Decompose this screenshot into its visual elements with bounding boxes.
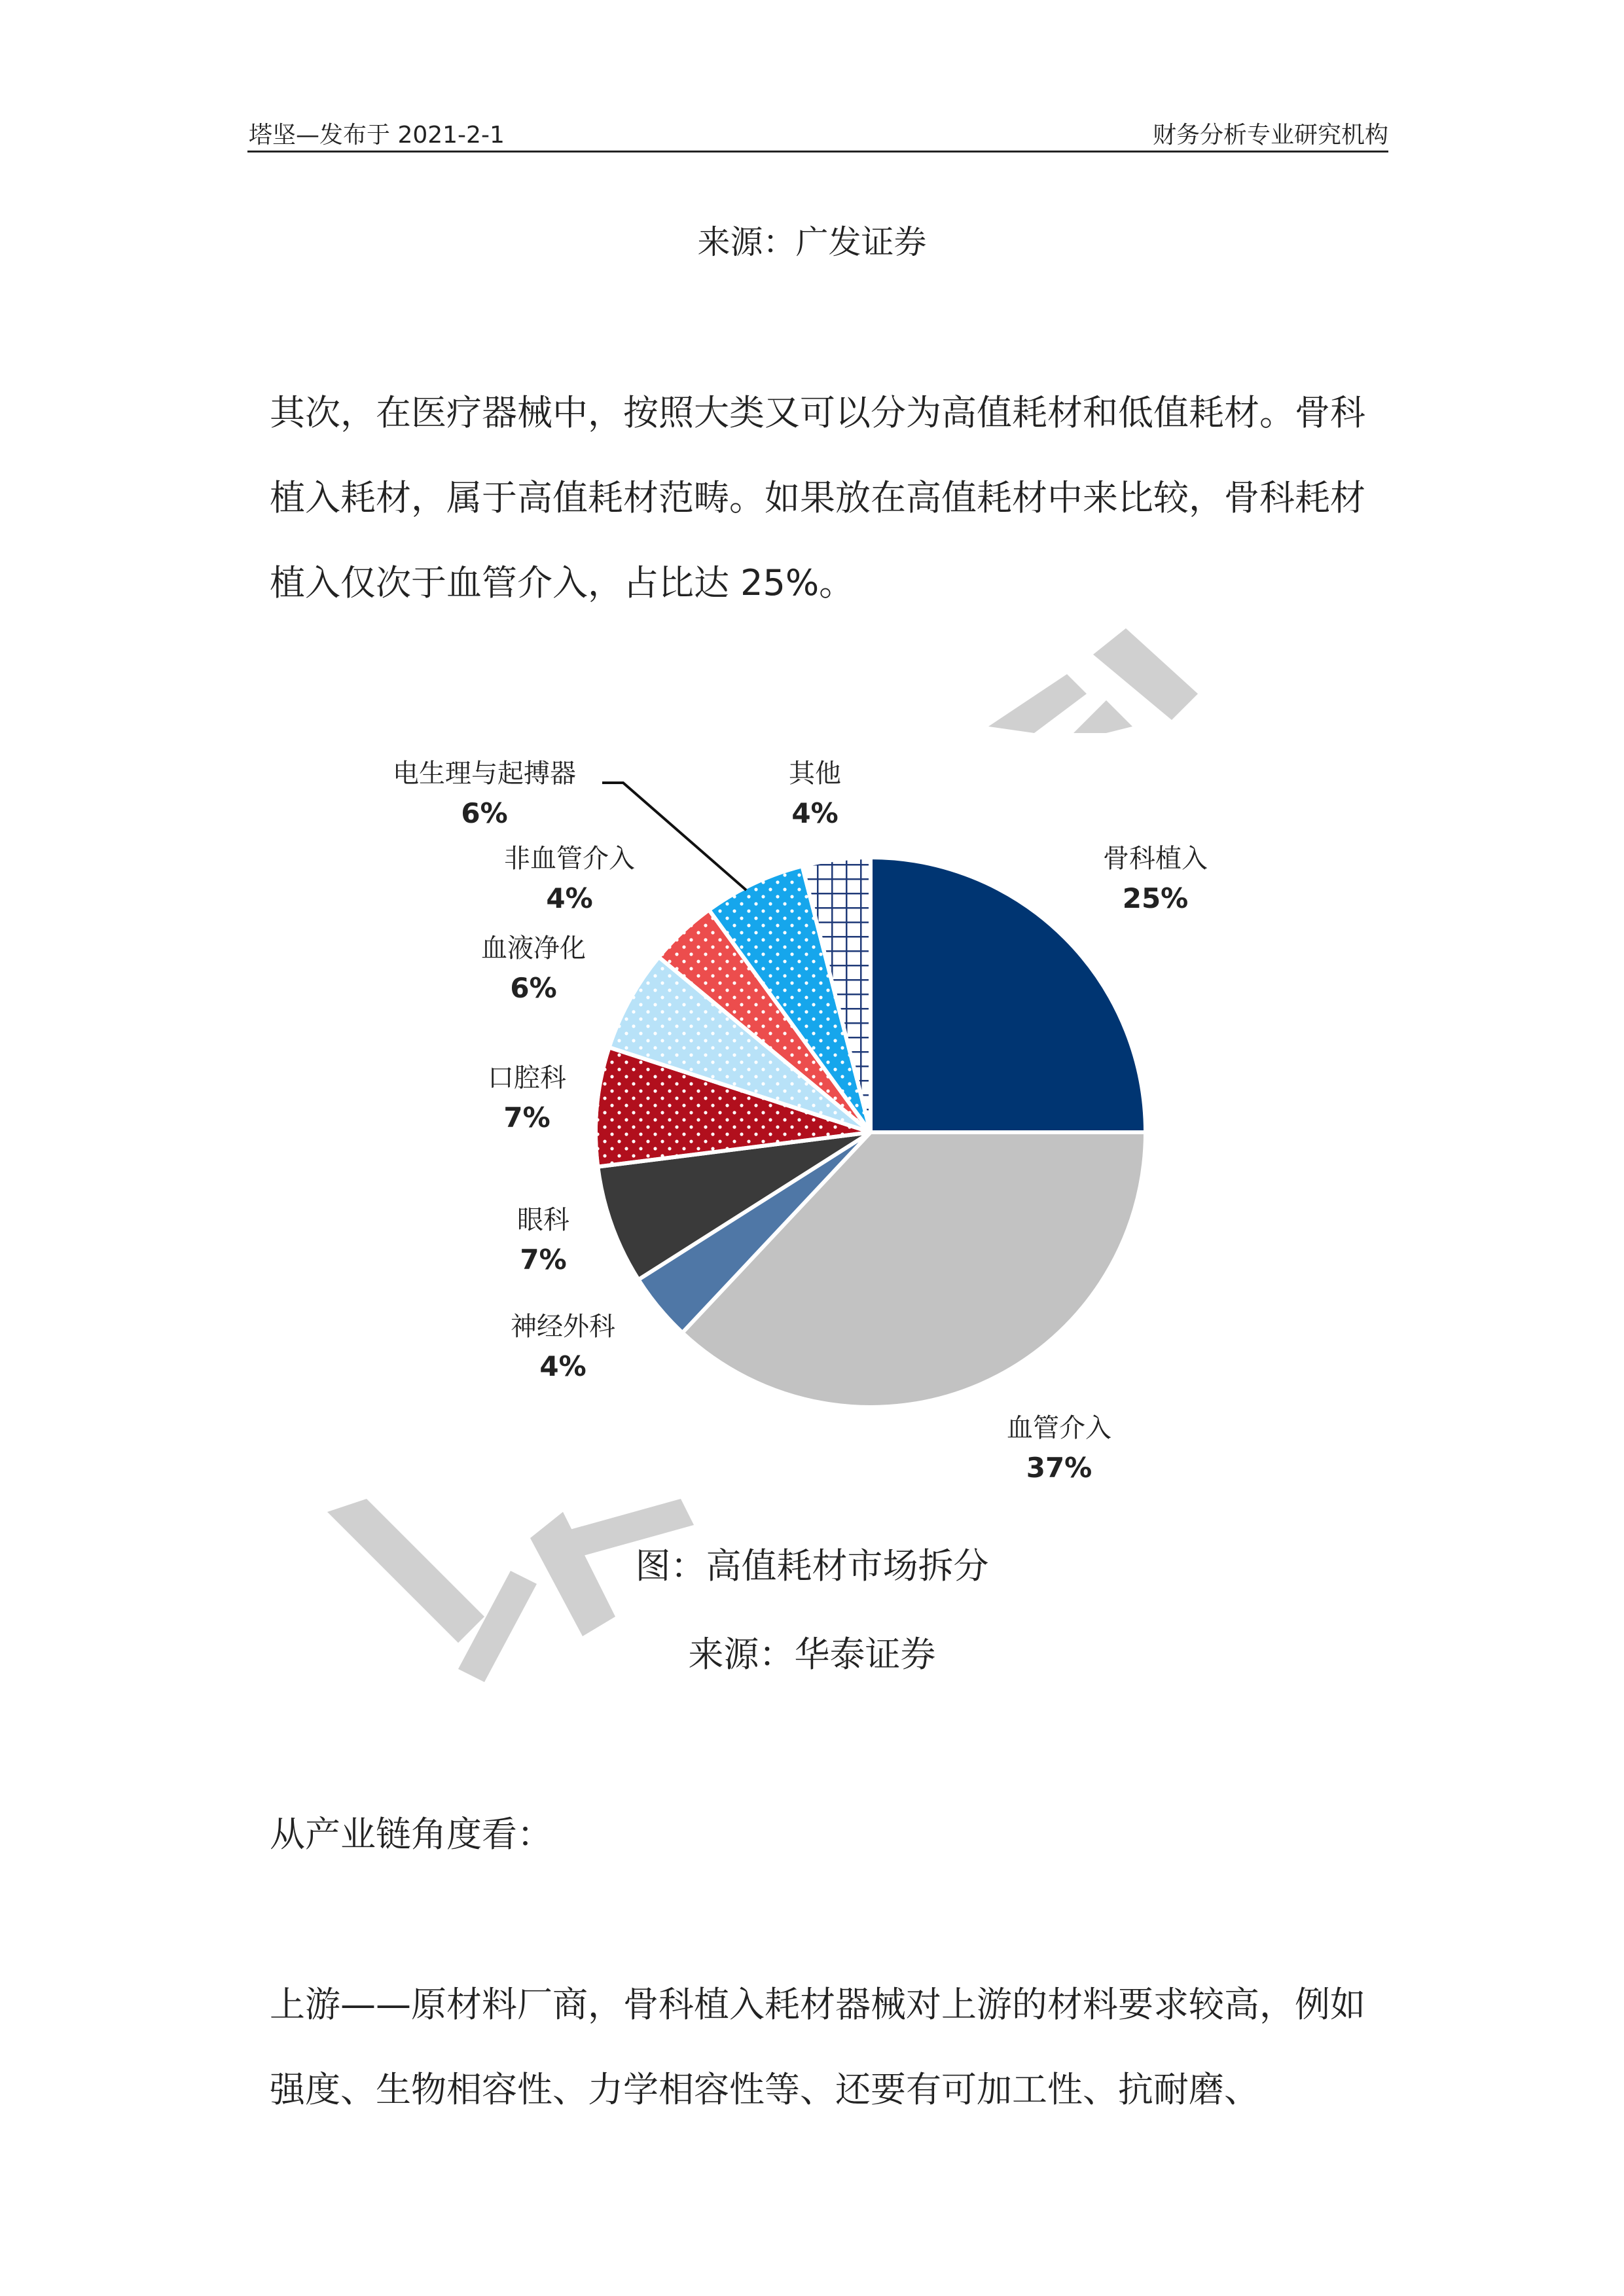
figure-caption: 图：高值耗材市场拆分 xyxy=(635,1545,989,1587)
slice-percent-5: 7% xyxy=(503,1102,550,1134)
slice-percent-6: 6% xyxy=(510,972,557,1004)
paragraph-intro: 其次，在医疗器械中，按照大类又可以分为高值耗材和低值耗材。骨科植入耗材，属于高值耗材范畴。如果放在高值耗材中来比较，骨科耗材植入仅次于血管介入，占比达 25%。 xyxy=(270,392,1365,603)
slice-percent-3: 4% xyxy=(539,1350,586,1382)
pie-chart xyxy=(327,720,1276,1505)
slice-percent-7: 4% xyxy=(546,882,593,914)
source-caption-bottom: 来源：华泰证券 xyxy=(688,1634,936,1675)
slice-label-8: 电生理与起搏器 xyxy=(393,759,576,789)
pie-slices xyxy=(596,857,1146,1407)
slice-percent-4: 7% xyxy=(520,1244,567,1276)
leader-line-electrophysiology xyxy=(602,783,746,890)
paragraph-industry-chain: 从产业链角度看： xyxy=(270,1814,552,1855)
slice-percent-9: 4% xyxy=(791,797,839,829)
slice-label-1: 骨科植入 xyxy=(1103,844,1208,874)
header-right-text: 财务分析专业研究机构 xyxy=(1152,122,1388,149)
slice-percent-2: 37% xyxy=(1026,1452,1092,1484)
slice-label-4: 眼科 xyxy=(517,1205,569,1235)
leader-lines xyxy=(602,783,746,890)
slice-label-9: 其他 xyxy=(789,759,841,789)
slice-label-5: 口腔科 xyxy=(488,1063,566,1093)
header-divider xyxy=(247,151,1388,152)
slice-label-7: 非血管介入 xyxy=(504,844,635,874)
slice-percent-8: 6% xyxy=(461,797,508,829)
slice-label-2: 血管介入 xyxy=(1007,1413,1111,1443)
paragraph-upstream: 上游——原材料厂商，骨科植入耗材器械对上游的材料要求较高，例如强度、生物相容性、力学相容性等、还要有可加工性、抗耐磨、 xyxy=(270,1984,1365,2110)
slice-percent-1: 25% xyxy=(1122,882,1189,914)
slice-label-3: 神经外科 xyxy=(511,1312,615,1342)
header-left-text: 塔坚—发布于 2021-2-1 xyxy=(249,122,505,149)
pie-slice-1 xyxy=(871,857,1146,1132)
watermark-shape-top xyxy=(975,628,1198,733)
slice-label-6: 血液净化 xyxy=(481,933,586,963)
source-caption-top: 来源：广发证券 xyxy=(697,223,927,261)
